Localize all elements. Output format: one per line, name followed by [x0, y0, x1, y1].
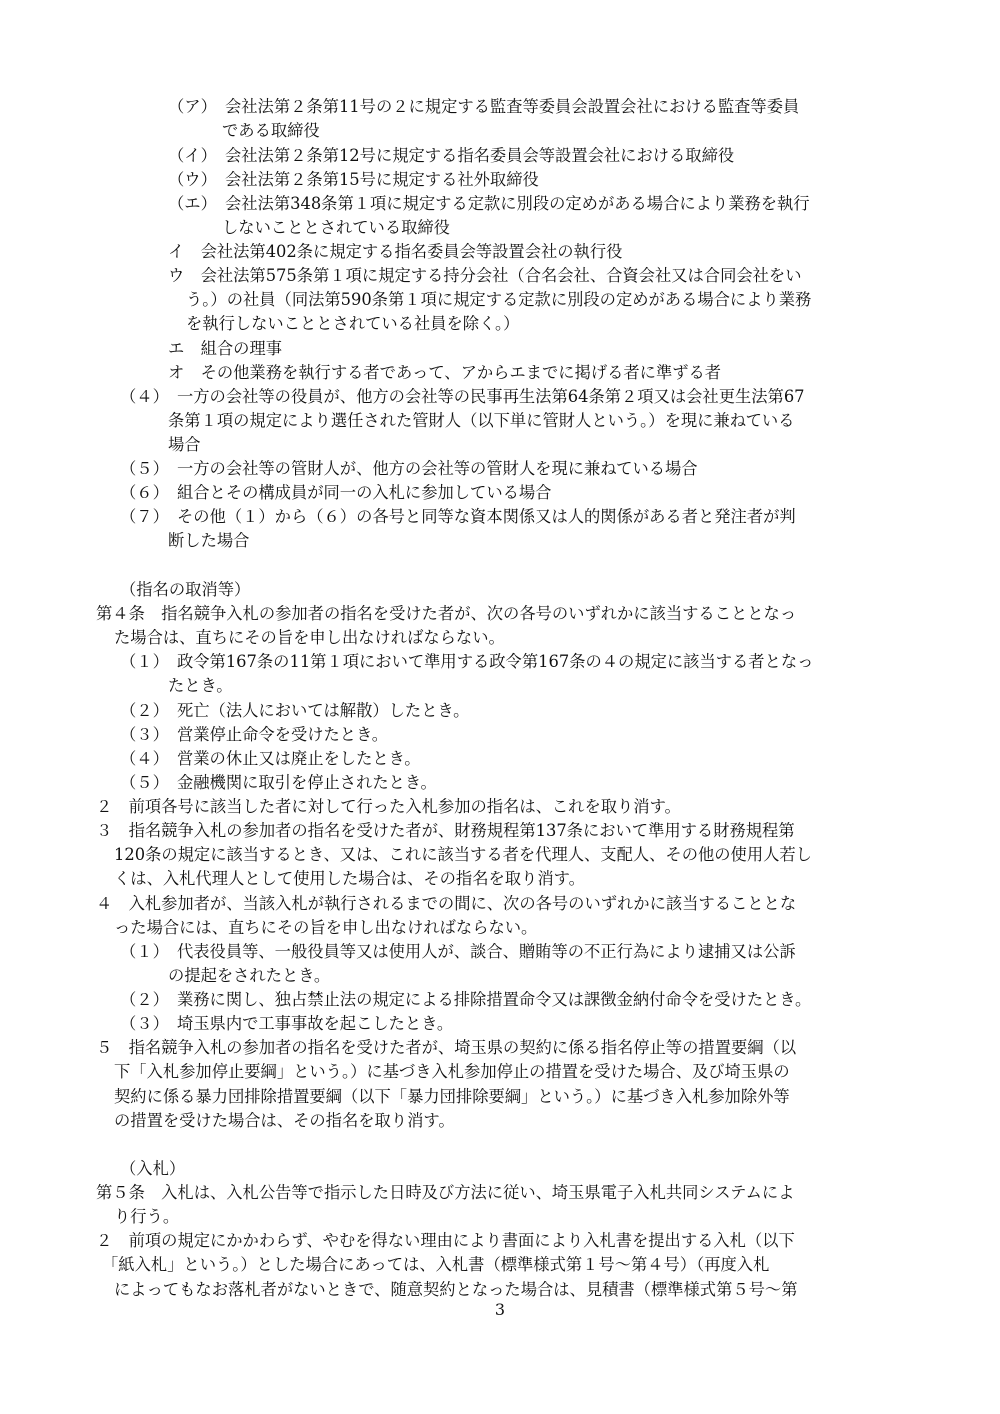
text-line: 第５条 入札は、入札公告等で指示した日時及び方法に従い、埼玉県電子入札共同システムによ	[96, 1183, 795, 1202]
text-line: （イ） 会社法第２条第12号に規定する指名委員会等設置会社における取締役	[168, 146, 735, 165]
text-line: 第４条 指名競争入札の参加者の指名を受けた者が、次の各号のいずれかに該当することとなっ	[96, 604, 797, 623]
text-line: ３ 指名競争入札の参加者の指名を受けた者が、財務規程第137条において準用する財務規程第	[96, 821, 795, 840]
text-line: オ その他業務を執行する者であって、アからエまでに掲げる者に準ずる者	[168, 363, 722, 382]
text-line: の提起をされたとき。	[168, 966, 331, 985]
text-line: （３） 営業停止命令を受けたとき。	[120, 725, 388, 744]
text-line: ４ 入札参加者が、当該入札が執行されるまでの間に、次の各号のいずれかに該当することとな	[96, 894, 797, 913]
text-line: （６） 組合とその構成員が同一の入札に参加している場合	[120, 483, 552, 502]
text-line: （ウ） 会社法第２条第15号に規定する社外取締役	[168, 170, 539, 189]
text-line: ２ 前項の規定にかかわらず、やむを得ない理由により書面により入札書を提出する入札（以下	[96, 1231, 795, 1250]
section-heading: （指名の取消等）	[120, 580, 251, 599]
text-line: （１） 代表役員等、一般役員等又は使用人が、談合、贈賄等の不正行為により逮捕又は公訴	[120, 942, 796, 961]
text-line: （１） 政令第167条の11第１項において準用する政令第167条の４の規定に該当する者となっ	[120, 652, 814, 671]
text-line: 下「入札参加停止要綱」という。）に基づき入札参加停止の措置を受けた場合、及び埼玉県の	[114, 1062, 790, 1081]
text-line: の措置を受けた場合は、その指名を取り消す。	[114, 1111, 455, 1130]
text-line: （５） 一方の会社等の管財人が、他方の会社等の管財人を現に兼ねている場合	[120, 459, 698, 478]
text-line: ５ 指名競争入札の参加者の指名を受けた者が、埼玉県の契約に係る指名停止等の措置要綱（以	[96, 1038, 797, 1057]
text-line: （２） 死亡（法人においては解散）したとき。	[120, 701, 470, 720]
text-line: う。）の社員（同法第590条第１項に規定する定款に別段の定めがある場合により業務	[186, 290, 812, 309]
text-line: 場合	[168, 435, 201, 454]
text-line: り行う。	[114, 1207, 180, 1226]
text-line: （３） 埼玉県内で工事事故を起こしたとき。	[120, 1014, 454, 1033]
text-line: を執行しないこととされている社員を除く。）	[186, 314, 520, 333]
text-line: ２ 前項各号に該当した者に対して行った入札参加の指名は、これを取り消す。	[96, 797, 681, 816]
section-heading: （入札）	[120, 1159, 186, 1178]
text-line: 契約に係る暴力団排除措置要綱（以下「暴力団排除要綱」という。）に基づき入札参加除外等	[114, 1087, 790, 1106]
text-line: しないこととされている取締役	[222, 218, 450, 237]
text-line: （ア） 会社法第２条第11号の２に規定する監査等委員会設置会社における監査等委員	[168, 97, 800, 116]
text-line: （４） 一方の会社等の役員が、他方の会社等の民事再生法第64条第２項又は会社更生法第67	[120, 387, 805, 406]
text-line: （エ） 会社法第348条第１項に規定する定款に別段の定めがある場合により業務を執行	[168, 194, 810, 213]
text-line: （２） 業務に関し、独占禁止法の規定による排除措置命令又は課徴金納付命令を受けたとき。	[120, 990, 812, 1009]
text-line: （７） その他（１）から（６）の各号と同等な資本関係又は人的関係がある者と発注者が判	[120, 507, 796, 526]
text-line: （４） 営業の休止又は廃止をしたとき。	[120, 749, 421, 768]
text-line: エ 組合の理事	[168, 339, 282, 358]
text-line: たとき。	[168, 676, 233, 695]
text-line: た場合は、直ちにその旨を申し出なければならない。	[114, 628, 505, 647]
text-line: である取締役	[222, 121, 320, 140]
text-line: 断した場合	[168, 531, 250, 550]
text-line: った場合には、直ちにその旨を申し出なければならない。	[114, 918, 538, 937]
text-line: ウ 会社法第575条第１項に規定する持分会社（合名会社、合資会社又は合同会社をい	[168, 266, 802, 285]
text-line: 「紙入札」という。）とした場合にあっては、入札書（標準様式第１号～第４号）（再度入札	[102, 1255, 770, 1274]
text-line: 120条の規定に該当するとき、又は、これに該当する者を代理人、支配人、その他の使用人若し	[114, 845, 812, 864]
text-line: （５） 金融機関に取引を停止されたとき。	[120, 773, 437, 792]
text-line: イ 会社法第402条に規定する指名委員会等設置会社の執行役	[168, 242, 623, 261]
text-line: 条第１項の規定により選任された管財人（以下単に管財人という。）を現に兼ねている	[168, 411, 795, 430]
text-line: くは、入札代理人として使用した場合は、その指名を取り消す。	[114, 869, 585, 888]
page-number: 3	[494, 1300, 506, 1319]
text-line: によってもなお落札者がないときで、随意契約となった場合は、見積書（標準様式第５号～第	[114, 1280, 798, 1299]
